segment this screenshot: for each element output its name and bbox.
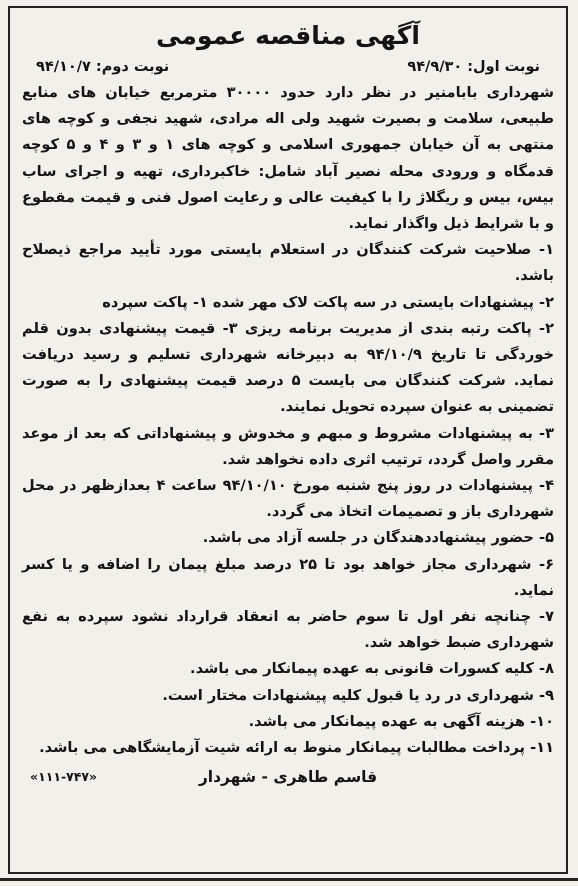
condition-item: ۱- صلاحیت شرکت کنندگان در استعلام بایستی مورد تأیید مراجع ذیصلاح باشد. xyxy=(22,241,554,285)
signature: قاسم طاهری - شهردار xyxy=(198,768,378,787)
notice-intro: شهرداری بابامنیر در نظر دارد حدود ۳۰۰۰۰ مترمربع خیابان های منابع طبیعی، سلامت و بصیرت شهید ولی اله مرادی، شهید نجفی و کوچه های منتهی به آن خیابان جمهوری اسلامی و کوچه های ۱ و ۳ و ۴ و ۵ کوچه قدمگاه و ورودی محله نصیر آباد شامل: خاکبرداری، تهیه و اجرای ساب بیس، بیس و ریگلاژ را با کیفیت عالی و رعایت اصول فنی و قیمت مقطوع و با شرایط ذیل واگذار نماید. xyxy=(22,84,554,233)
signature-line xyxy=(22,763,554,791)
condition-item: ۱۰- هزینه آگهی به عهده پیمانکار می باشد. xyxy=(248,712,554,730)
condition-item: ۹- شهرداری در رد یا قبول کلیه پیشنهادات مختار است. xyxy=(162,686,554,704)
conditions-list xyxy=(22,237,554,761)
condition-item: ۳- به پیشنهادات مشروط و مبهم و مخدوش و پیشنهاداتی که بعد از موعد مقرر واصل گردد، ترتیب اثری داده نخواهد شد. xyxy=(22,424,554,468)
notice-frame xyxy=(8,6,568,874)
condition-item: ۴- پیشنهادات در روز پنج شنبه مورخ ۹۴/۱۰/۱۰ ساعت ۴ بعدازظهر در محل شهرداری باز و تصمیمات اتخاذ می گردد. xyxy=(22,477,554,521)
publication-dates xyxy=(22,56,554,78)
second-publication-date: نوبت دوم: ۹۴/۱۰/۷ xyxy=(36,59,170,75)
first-publication-date: نوبت اول: ۹۴/۹/۳۰ xyxy=(407,59,540,75)
bottom-divider xyxy=(0,878,578,881)
notice-body xyxy=(22,18,554,791)
notice-title: آگهی مناقصه عمومی xyxy=(156,21,420,50)
condition-item: ۶- شهرداری مجاز خواهد بود تا ۲۵ درصد مبلغ پیمان را اضافه و یا کسر نماید. xyxy=(22,555,554,599)
condition-item: ۵- حضور پیشنهاددهندگان در جلسه آزاد می باشد. xyxy=(202,529,554,547)
notice-code: «۱۱۱-۷۴۷» xyxy=(30,769,98,785)
condition-item: ۷- چنانچه نفر اول تا سوم حاضر به انعقاد قرارداد نشود سپرده به نفع شهرداری ضبط خواهد شد. xyxy=(22,608,554,652)
condition-item: ۱۱- پرداخت مطالبات پیمانکار منوط به ارائه شیت آزمایشگاهی می باشد. xyxy=(39,739,554,757)
condition-item: ۲- پیشنهادات بایستی در سه پاکت لاک مهر شده ۱- پاکت سپرده xyxy=(102,293,554,311)
condition-item: ۲- پاکت رتبه بندی از مدیریت برنامه ریزی ۳- قیمت پیشنهادی بدون قلم خوردگی تا تاریخ ۹۴/۱۰/۹ به دبیرخانه شهرداری تسلیم و رسید دریافت نماید. شرکت کنندگان می بایست ۵ درصد قیمت پیشنهادی را به صورت تضمینی به عنوان سپرده تحویل نمایند. xyxy=(22,319,554,416)
condition-item: ۸- کلیه کسورات قانونی به عهده پیمانکار می باشد. xyxy=(190,660,554,678)
